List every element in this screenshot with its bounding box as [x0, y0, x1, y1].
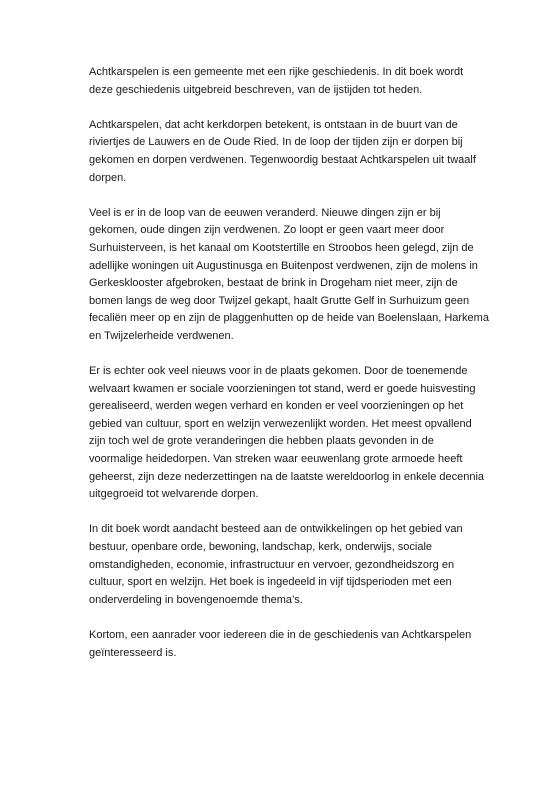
paragraph-origin: Achtkarspelen, dat acht kerkdorpen betekent, is ontstaan in de buurt van de riviertjes de Lauwers en de Oude Ried. In de loop der tijden zijn er dorpen bij gekomen en dorpen verdwenen. Tegenwoordig bestaat Achtkarspelen uit twaalf dorpen.: [89, 118, 476, 184]
document-body: [89, 64, 489, 680]
paragraph-conclusion: Kortom, een aanrader voor iedereen die in de geschiedenis van Achtkarspelen geïnteresseerd is.: [89, 629, 472, 659]
paragraph-changes: Veel is er in de loop van de eeuwen veranderd. Nieuwe dingen zijn er bij gekomen, oude dingen zijn verdwenen. Zo loopt er geen vaart meer door Surhuisterveen, is het kanaal om Kootstertille en Stroobos heen gelegd, zijn de adellijke woningen uit Augustinusga en Buitenpost verdwenen, zijn de molens in Gerkesklooster afgebroken, bestaat de brink in Drogeham niet meer, zijn de bomen langs de weg door Twijzel gekapt, haalt Grutte Gelf in Surhuizum geen fecaliën meer op en zijn de plaggenhutten op de heide van Boelenslaan, Harkema en Twijzelerheide verdwenen.: [89, 206, 489, 342]
paragraph-book-topics: In dit boek wordt aandacht besteed aan de ontwikkelingen op het gebied van bestuur, openbare orde, bewoning, landschap, kerk, onderwijs, sociale omstandigheden, economie, infrastructuur en vervoer, gezondheidszorg en cultuur, sport en welzijn. Het boek is ingedeeld in vijf tijdsperioden met een onderverdeling in bovengenoemde thema’s.: [89, 523, 463, 606]
paragraph-intro: Achtkarspelen is een gemeente met een rijke geschiedenis. In dit boek wordt deze geschiedenis uitgebreid beschreven, van de ijstijden tot heden.: [89, 66, 464, 96]
paragraph-new-developments: Er is echter ook veel nieuws voor in de plaats gekomen. Door de toenemende welvaart kwamen er sociale voorzieningen tot stand, werd er goede huisvesting gerealiseerd, werden wegen verhard en konden er veel voorzieningen op het gebied van cultuur, sport en welzijn verwezenlijkt worden. Het meest opvallend zijn toch wel de grote veranderingen die hebben plaats gevonden in de voormalige heidedorpen. Van streken waar eeuwenlang grote armoede heeft geheerst, zijn deze nederzettingen na de laatste wereldoorlog in enkele decennia uitgegroeid tot welvarende dorpen.: [89, 365, 485, 501]
